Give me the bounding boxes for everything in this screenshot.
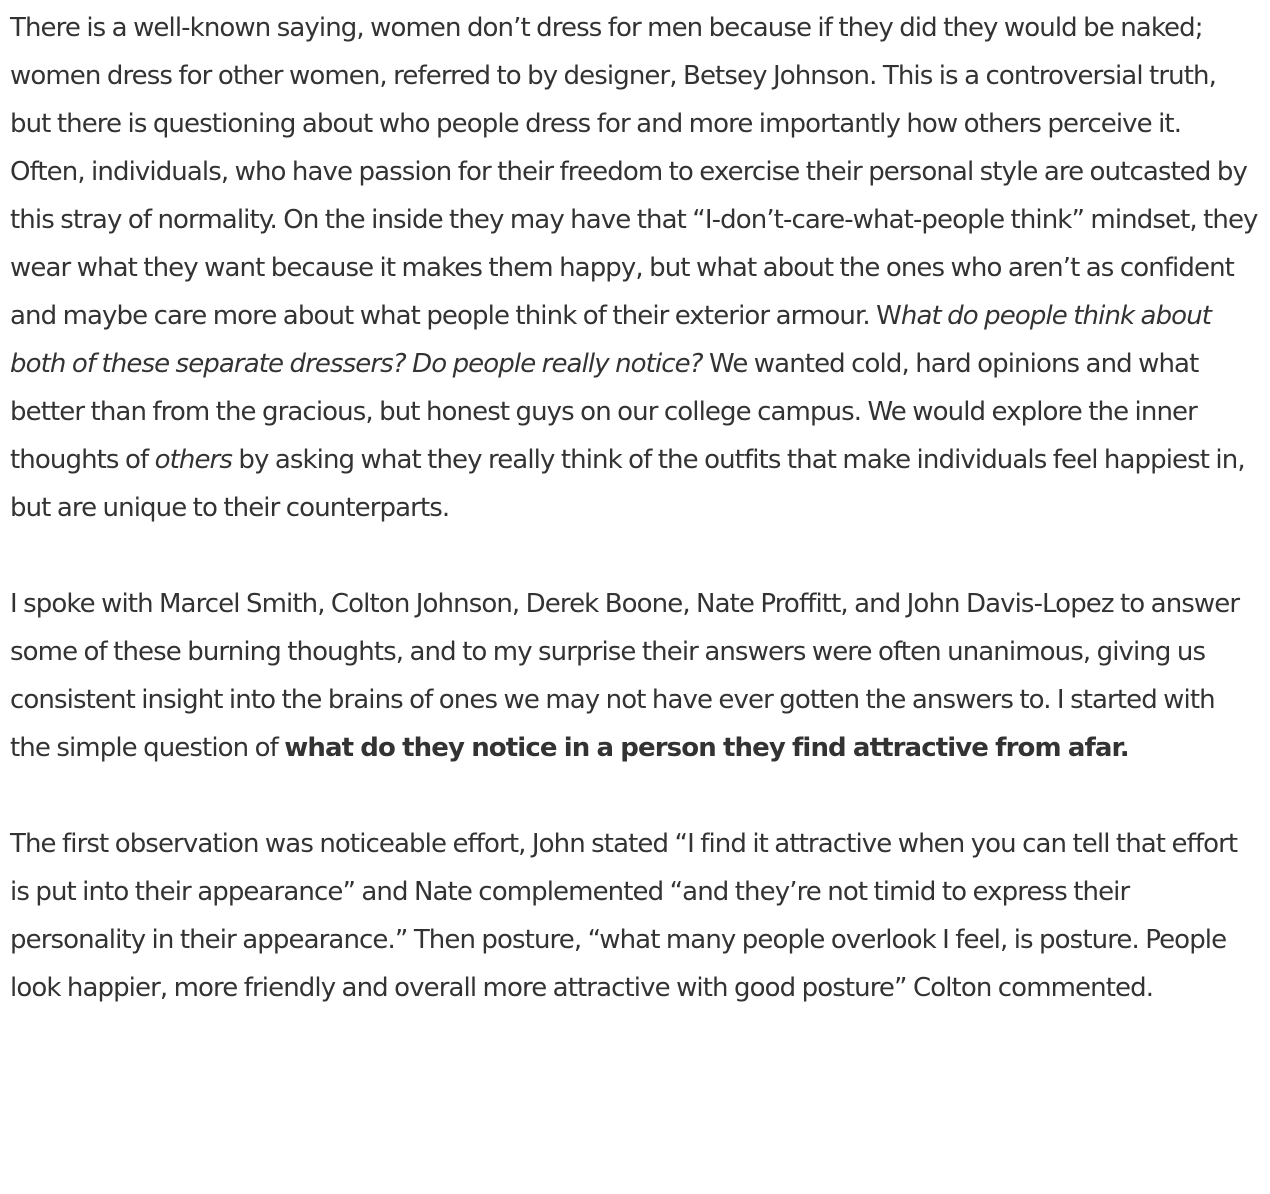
bold-question-text: what do they notice in a person they find attractive from afar. (284, 733, 1129, 763)
italic-question-text: hat do people think about both of these separate dressers? Do people really notice? (10, 301, 1212, 379)
text-segment: There is a well-known saying, women don’t dress for men because if they did they would be naked; women dress for other women, referred to by designer, Betsey Johnson. This is a controversial truth, but there is questioning about who people dress for and more importantly how others perceive it. Often, individuals, who have passion for their freedom to exercise their personal style are outcasted by this stray of normality. On the inside they may have that “I-don’t-care-what-people think” mindset, they wear what they want because it makes them happy, but what about the ones who aren’t as confident and maybe care more about what people think of their exterior armour. W (10, 13, 1258, 331)
article-body (10, 0, 1260, 1012)
text-segment: by asking what they really think of the outfits that make individuals feel happiest in, but are unique to their counterparts. (10, 445, 1245, 523)
paragraph-intro (10, 4, 1260, 532)
text-segment: We wanted cold, hard opinions and what better than from the gracious, but honest guys on our college campus. We would explore the inner thoughts of (10, 349, 1199, 475)
text-segment: The first observation was noticeable effort, John stated “I find it attractive when you can tell that effort is put into their appearance” and Nate complemented “and they’re not timid to express their personality in their appearance.” Then posture, “what many people overlook I feel, is posture. People look happier, more friendly and overall more attractive with good posture” Colton commented. (10, 829, 1238, 1003)
paragraph-observations (10, 820, 1260, 1012)
paragraph-interviewees (10, 580, 1260, 772)
italic-emphasis-text: others (154, 445, 232, 475)
text-segment: I spoke with Marcel Smith, Colton Johnson, Derek Boone, Nate Proffitt, and John Davis-Lopez to answer some of these burning thoughts, and to my surprise their answers were often unanimous, giving us consistent insight into the brains of ones we may not have ever gotten the answers to. I started with the simple question of (10, 589, 1240, 763)
